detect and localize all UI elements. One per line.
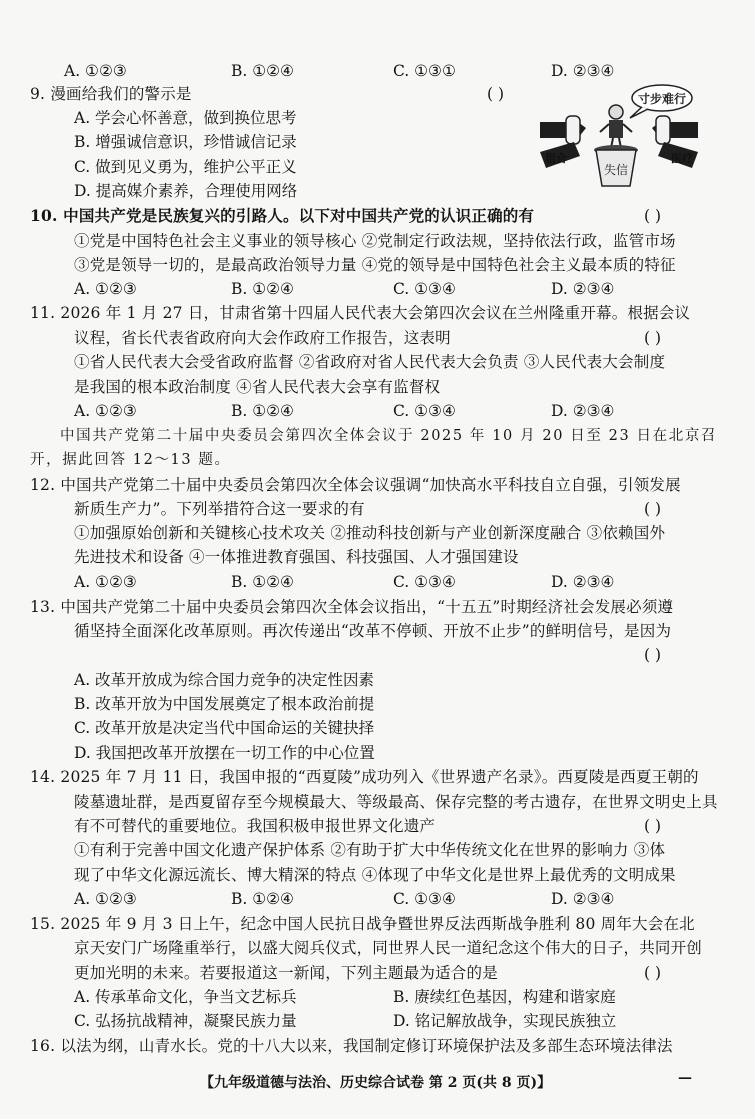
q12-option-c: C. ①③④ <box>393 573 456 591</box>
q14-option-a: A. ①②③ <box>74 890 137 908</box>
q11-option-b: B. ①②④ <box>231 402 294 420</box>
q12-13-intro-line-2: 开，据此回答 12～13 题。 <box>30 452 231 468</box>
q13-option-a: A. 改革开放成为综合国力竞争的决定性因素 <box>74 671 375 689</box>
q9-option-a: A. 学会心怀善意，做到换位思考 <box>74 109 297 127</box>
footer-mark: — <box>678 1070 692 1086</box>
q11-stem-line-2: 议程，省长代表省政府向大会作政府工作报告，这表明 <box>74 329 451 347</box>
q9-stem: 9. 漫画给我们的警示是 <box>30 85 192 103</box>
q9-answer-paren: ( ) <box>487 85 505 103</box>
q14-option-b: B. ①②④ <box>231 890 294 908</box>
q14-statement-line-1: ①有利于完善中国文化遗产保护体系 ②有助于扩大中华传统文化在世界的影响力 ③体 <box>74 841 666 859</box>
q10-statement-line-1: ①党是中国特色社会主义事业的领导核心 ②党制定行政法规，坚持依法行政，监管市场 <box>74 232 676 250</box>
q15-option-b: B. 赓续红色基因，构建和谐家庭 <box>393 988 616 1006</box>
q11-statement-line-1: ①省人民代表大会受省政府监督 ②省政府对省人民代表大会负责 ③人民代表大会制度 <box>74 353 666 371</box>
q9-option-d: D. 提高媒介素养，合理使用网络 <box>74 182 298 200</box>
q10-statement-line-2: ③党是领导一切的，是最高政治领导力量 ④党的领导是中国特色社会主义最本质的特征 <box>74 256 676 274</box>
q13-option-d: D. 我国把改革开放摆在一切工作的中心位置 <box>74 744 375 762</box>
q16-stem: 16. 以法为纲，山青水长。党的十八大以来，我国制定修订环境保护法及多部生态环境法律法 <box>30 1037 673 1055</box>
bubble-text: 寸步难行 <box>637 92 687 106</box>
q12-answer-paren: ( ) <box>644 500 662 518</box>
q11-option-a: A. ①②③ <box>74 402 137 420</box>
q15-answer-paren: ( ) <box>644 964 662 982</box>
q11-option-c: C. ①③④ <box>393 402 456 420</box>
q15-stem-line-3: 更加光明的未来。若要报道这一新闻，下列主题最为适合的是 <box>74 964 498 982</box>
q15-stem-line-1: 15. 2025 年 9 月 3 日上午，纪念中国人民抗日战争暨世界反法西斯战争胜利 80 周年大会在北 <box>30 915 695 933</box>
q14-stem-line-2: 陵墓遗址群，是西夏留存至今规模最大、等级最高、保存完整的考古遗存，在世界文明史上具 <box>74 793 718 811</box>
q14-statement-line-2: 现了中华文化源远流长、博大精深的特点 ④体现了中华文化是世界上最优秀的文明成果 <box>74 866 676 884</box>
q12-13-intro-line-1: 中国共产党第二十届中央委员会第四次全体会议于 2025 年 10 月 20 日至 23 日在北京召 <box>60 428 718 444</box>
q12-stem-line-1: 12. 中国共产党第二十届中央委员会第四次全体会议强调“加快高水平科技自立自强，引领发展 <box>30 476 681 494</box>
q14-answer-paren: ( ) <box>644 817 662 835</box>
q9-option-c: C. 做到见义勇为，维护公平正义 <box>74 158 297 176</box>
q11-stem-line-1: 11. 2026 年 1 月 27 日，甘肃省第十四届人民代表大会第四次会议在兰州隆重开幕。根据会议 <box>30 304 691 322</box>
q8-option-b: B. ①②④ <box>231 62 294 80</box>
q12-statement-line-1: ①加强原始创新和关键核心技术攻关 ②推动科技创新与产业创新深度融合 ③依赖国外 <box>74 524 666 542</box>
q10-answer-paren: ( ) <box>644 207 662 225</box>
q8-option-c: C. ①③① <box>393 62 456 80</box>
q12-option-a: A. ①②③ <box>74 573 137 591</box>
q9-cartoon-illustration <box>538 82 700 188</box>
q15-option-d: D. 铭记解放战争，实现民族独立 <box>393 1012 617 1030</box>
q8-option-d: D. ②③④ <box>551 62 615 80</box>
q15-option-c: C. 弘扬抗战精神，凝聚民族力量 <box>74 1012 297 1030</box>
left-label: 租合 <box>545 152 567 165</box>
q14-option-d: D. ②③④ <box>551 890 615 908</box>
pedestal-label: 失信 <box>603 163 629 177</box>
q12-statement-line-2: 先进技术和设备 ④一体推进教育强国、科技强国、人才强国建设 <box>74 548 519 566</box>
q13-answer-paren: ( ) <box>644 646 662 664</box>
q9-option-b: B. 增强诚信意识，珍惜诚信记录 <box>74 133 297 151</box>
q10-option-c: C. ①③④ <box>393 280 456 298</box>
q15-stem-line-2: 京天安门广场隆重举行，以盛大阅兵仪式，同世界人民一道纪念这个伟大的日子，共同开创 <box>74 939 703 957</box>
q13-stem-line-2: 循坚持全面深化改革原则。再次传递出“改革不停顿、开放不止步”的鲜明信号，是因为 <box>74 622 672 640</box>
q13-option-c: C. 改革开放是决定当代中国命运的关键抉择 <box>74 719 375 737</box>
q8-option-a: A. ①②③ <box>64 62 127 80</box>
q12-stem-line-2: 新质生产力”。下列举措符合这一要求的有 <box>74 500 365 518</box>
q11-answer-paren: ( ) <box>644 329 662 347</box>
q14-option-c: C. ①③④ <box>393 890 456 908</box>
q12-option-d: D. ②③④ <box>551 573 615 591</box>
q15-option-a: A. 传承革命文化，争当文艺标兵 <box>74 988 297 1006</box>
q11-statement-line-2: 是我国的根本政治制度 ④省人民代表大会享有监督权 <box>74 378 441 396</box>
right-label: 医疗 <box>671 152 693 165</box>
q12-option-b: B. ①②④ <box>231 573 294 591</box>
cartoon-drawing <box>538 82 700 188</box>
q11-option-d: D. ②③④ <box>551 402 615 420</box>
q13-stem-line-1: 13. 中国共产党第二十届中央委员会第四次全体会议指出，“十五五”时期经济社会发展必须遵 <box>30 598 674 616</box>
q14-stem-line-1: 14. 2025 年 7 月 11 日，我国申报的“西夏陵”成功列入《世界遗产名录》。西夏陵是西夏王朝的 <box>30 768 699 786</box>
page-footer: 【九年级道德与法治、历史综合试卷 第 2 页(共 8 页)】 <box>200 1075 552 1091</box>
q10-option-a: A. ①②③ <box>74 280 137 298</box>
q10-stem: 10. 中国共产党是民族复兴的引路人。以下对中国共产党的认识正确的有 <box>30 206 535 225</box>
q10-option-b: B. ①②④ <box>231 280 294 298</box>
q13-option-b: B. 改革开放为中国发展奠定了根本政治前提 <box>74 695 375 713</box>
q10-option-d: D. ②③④ <box>551 280 615 298</box>
q14-stem-line-3: 有不可替代的重要地位。我国积极申报世界文化遗产 <box>74 817 436 835</box>
